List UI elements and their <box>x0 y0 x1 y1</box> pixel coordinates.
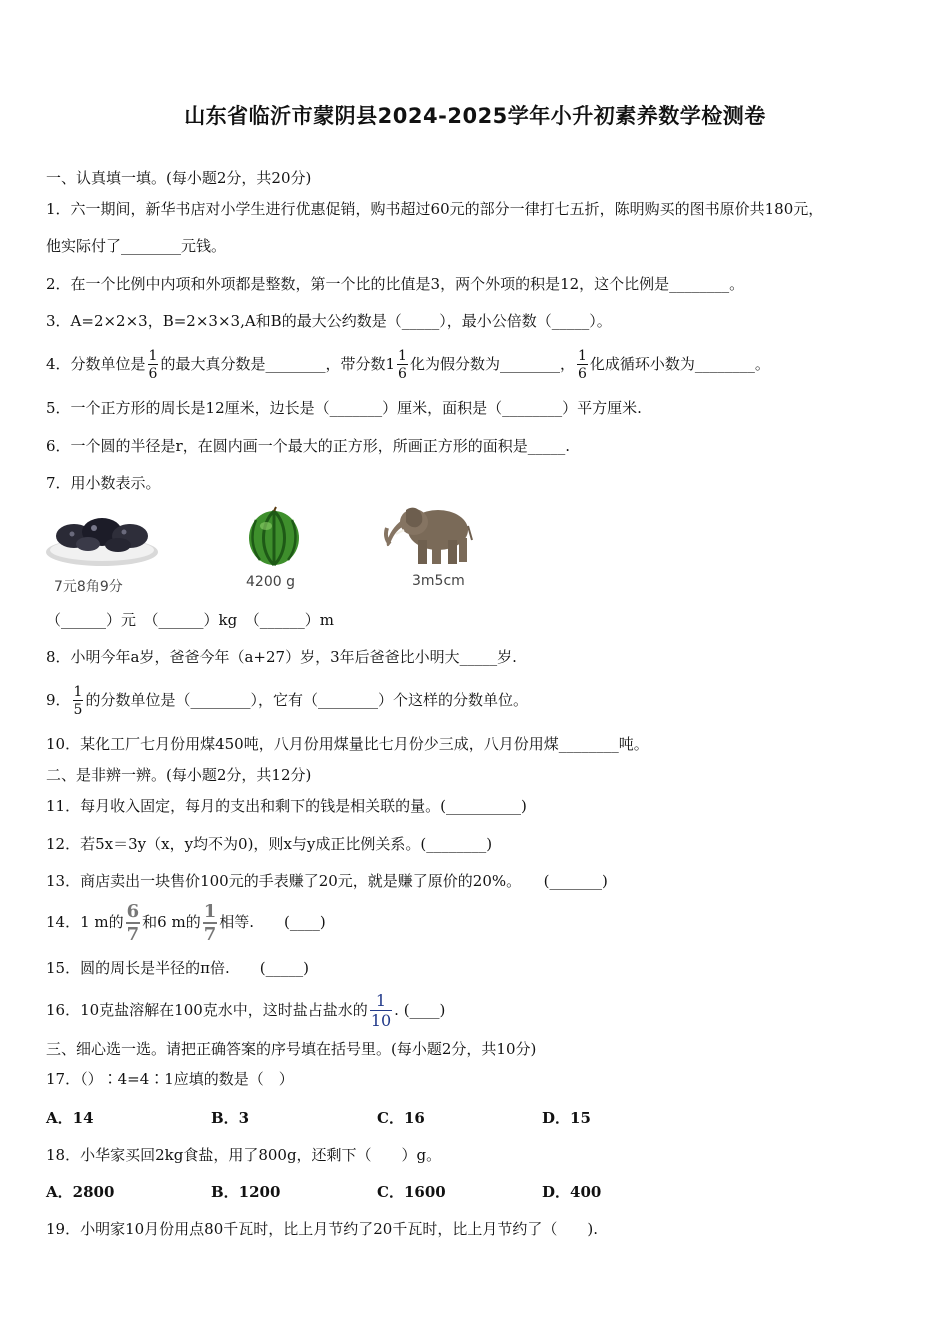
question-15: 15．圆的周长是半径的π倍. (_____) <box>46 959 309 977</box>
q4-text-a: 4．分数单位是 <box>46 355 146 373</box>
q14-fraction-2 <box>203 900 218 945</box>
question-6: 6．一个圆的半径是r，在圆内画一个最大的正方形，所画正方形的面积是_____. <box>46 437 570 455</box>
q9-text: 的分数单位是（________），它有（________）个这样的分数单位。 <box>85 691 528 709</box>
coin-pile-image <box>44 512 160 570</box>
q18-option-c: C．1600 <box>377 1183 446 1201</box>
watermelon-caption: 4200 g <box>246 574 295 590</box>
q4-f3-denominator: 6 <box>577 366 587 382</box>
q16-denominator: 10 <box>370 1011 392 1030</box>
question-13: 13．商店卖出一块售价100元的手表赚了20元，就是赚了原价的20%。 (_______) <box>46 872 608 890</box>
q14-f2-denominator: 7 <box>203 923 217 945</box>
question-19: 19．小明家10月份用点80千瓦时，比上月节约了20千瓦时，比上月节约了（ ). <box>46 1220 598 1238</box>
q14-f1-numerator: 6 <box>126 900 140 922</box>
q14-text-c: 相等. (____) <box>219 913 326 931</box>
question-10: 10．某化工厂七月份用煤450吨，八月份用煤量比七月份少三成，八月份用煤________吨。 <box>46 735 649 753</box>
q4-text-d: 化成循环小数为________。 <box>589 355 770 373</box>
q4-f3-numerator: 1 <box>577 348 587 364</box>
question-1-line-2: 他实际付了________元钱。 <box>46 237 227 255</box>
q18-option-b: B．1200 <box>211 1183 281 1201</box>
coin-caption: 7元8角9分 <box>54 579 123 595</box>
question-7: 7．用小数表示。 <box>46 474 161 492</box>
q16-text-b: . (____) <box>394 1001 446 1019</box>
q4-fraction-1 <box>148 349 159 381</box>
q14-text-b: 和6 m的 <box>142 913 201 931</box>
q14-fraction-1 <box>126 900 141 945</box>
section-3-heading: 三、细心选一选。请把正确答案的序号填在括号里。(每小题2分，共10分) <box>46 1040 537 1058</box>
watermelon-image <box>246 506 302 566</box>
q4-fraction-3 <box>577 349 588 381</box>
question-4 <box>46 344 770 384</box>
page-title: 山东省临沂市蒙阴县2024-2025学年小升初素养数学检测卷 <box>184 104 766 128</box>
q14-f2-numerator: 1 <box>203 900 217 922</box>
q4-f1-numerator: 1 <box>148 348 158 364</box>
section-1-heading: 一、认真填一填。(每小题2分，共20分) <box>46 169 312 187</box>
q14-f1-denominator: 7 <box>126 923 140 945</box>
question-5: 5．一个正方形的周长是12厘米，边长是（_______）厘米，面积是（________）平方厘米. <box>46 399 642 417</box>
question-14 <box>46 902 326 944</box>
section-2-heading: 二、是非辨一辨。(每小题2分，共12分) <box>46 766 312 784</box>
question-12: 12．若5x＝3y（x，y均不为0)，则x与y成正比例关系。(________) <box>46 835 493 853</box>
elephant-caption: 3m5cm <box>412 573 465 589</box>
q14-text-a: 14．1 m的 <box>46 913 124 931</box>
q17-option-c: C．16 <box>377 1109 425 1127</box>
q4-f2-numerator: 1 <box>398 348 407 364</box>
q4-text-b: 的最大真分数是________，带分数1 <box>160 355 396 373</box>
question-11: 11．每月收入固定，每月的支出和剩下的钱是相关联的量。(__________) <box>46 797 527 815</box>
q4-f1-denominator: 6 <box>148 366 158 382</box>
q18-option-a: A．2800 <box>46 1183 115 1201</box>
q16-fraction <box>370 993 392 1029</box>
q9-denominator: 5 <box>73 702 83 718</box>
question-16 <box>46 990 445 1030</box>
q17-option-b: B．3 <box>211 1109 250 1127</box>
q4-f2-denominator: 6 <box>398 366 407 382</box>
q17-option-a: A．14 <box>46 1109 94 1127</box>
question-7-answers: （______）元 （______）kg （______）m <box>46 611 334 629</box>
question-18: 18．小华家买回2kg食盐，用了800g，还剩下（ ）g。 <box>46 1146 442 1164</box>
question-3: 3．A=2×2×3，B=2×3×3,A和B的最大公约数是（_____），最小公倍数（_____）。 <box>46 312 612 330</box>
question-17: 17．（）∶4=4∶1应填的数是（ ） <box>46 1070 294 1088</box>
question-2: 2．在一个比例中内项和外项都是整数，第一个比的比值是3，两个外项的积是12，这个比例是________。 <box>46 275 745 293</box>
question-9 <box>46 680 528 720</box>
q17-option-d: D．15 <box>542 1109 591 1127</box>
q4-fraction-2 <box>397 349 408 381</box>
q18-option-d: D．400 <box>542 1183 602 1201</box>
q16-text-a: 16．10克盐溶解在100克水中，这时盐占盐水的 <box>46 1001 368 1019</box>
elephant-image <box>384 500 474 568</box>
question-1-line-1: 1．六一期间，新华书店对小学生进行优惠促销，购书超过60元的部分一律打七五折，陈明购买的图书原价共180元， <box>46 200 824 218</box>
q9-fraction <box>73 685 84 717</box>
q16-numerator: 1 <box>370 993 392 1011</box>
q9-numerator: 1 <box>73 684 83 700</box>
q9-prefix: 9． <box>46 691 71 709</box>
question-8: 8．小明今年a岁，爸爸今年（a+27）岁，3年后爸爸比小明大_____岁. <box>46 648 517 666</box>
q4-text-c: 化为假分数为________， <box>409 355 575 373</box>
